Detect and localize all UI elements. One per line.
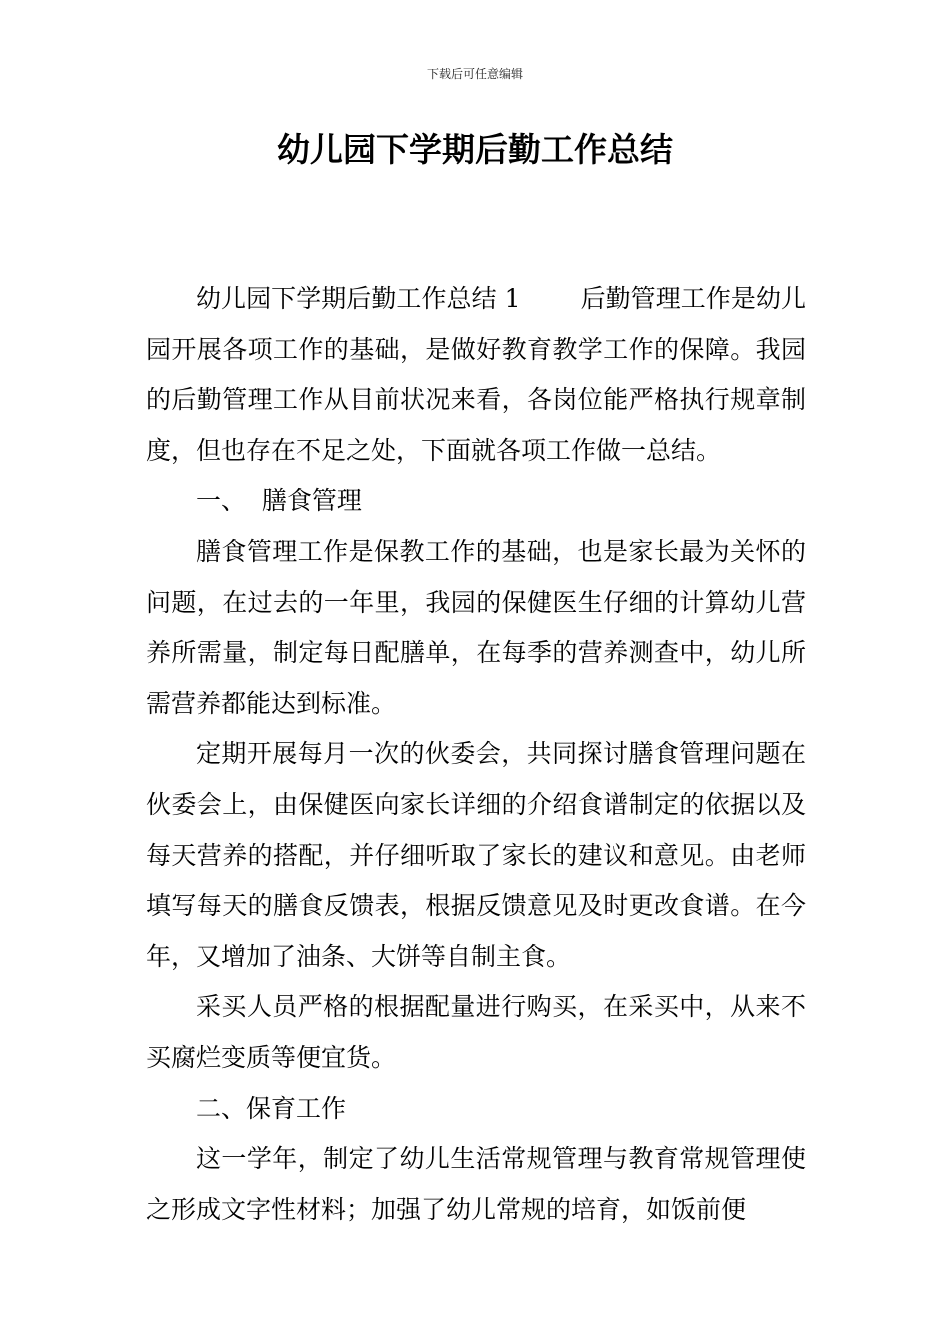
document-body (146, 274, 806, 1235)
paragraph-diet-1: 膳食管理工作是保教工作的基础，也是家长最为关怀的问题，在过去的一年里，我园的保健医生仔细的计算幼儿营养所需量，制定每日配膳单，在每季的营养测查中，幼儿所需营养都能达到标准。 (146, 536, 806, 718)
intro-text: 后勤管理工作是幼儿园开展各项工作的基础，是做好教育教学工作的保障。我园的后勤管理工作从目前状况来看，各岗位能严格执行规章制度，但也存在不足之处，下面就各项工作做一总结。 (146, 284, 806, 465)
intro-paragraph (146, 274, 806, 476)
intro-heading: 幼儿园下学期后勤工作总结 1 (196, 284, 521, 313)
page-header-note: 下载后可任意编辑 (426, 67, 523, 81)
section-heading-care: 二、保育工作 (196, 1093, 347, 1123)
paragraph-diet-3: 采买人员严格的根据配量进行购买，在采买中，从来不买腐烂变质等便宜货。 (146, 992, 806, 1072)
document-title: 幼儿园下学期后勤工作总结 (277, 130, 673, 169)
section-heading-diet: 一、 膳食管理 (196, 486, 362, 516)
paragraph-care-1: 这一学年，制定了幼儿生活常规管理与教育常规管理使之形成文字性材料；加强了幼儿常规的培育，如饭前便 (146, 1144, 806, 1224)
paragraph-diet-2: 定期开展每月一次的伙委会，共同探讨膳食管理问题在伙委会上，由保健医向家长详细的介绍食谱制定的依据以及每天营养的搭配，并仔细听取了家长的建议和意见。由老师填写每天的膳食反馈表，根据反馈意见及时更改食谱。在今年，又增加了油条、大饼等自制主食。 (146, 739, 806, 971)
